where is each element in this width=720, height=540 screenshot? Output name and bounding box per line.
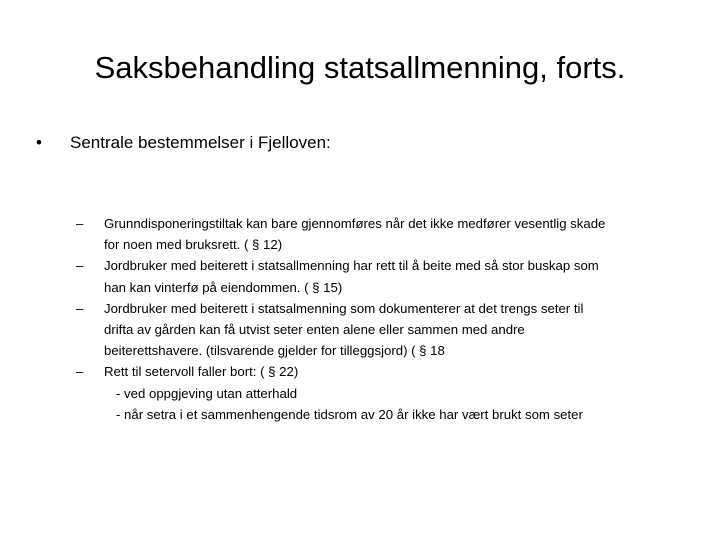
sub-item bbox=[0, 361, 720, 382]
dash-marker: – bbox=[76, 216, 84, 231]
sub-item-line: Grunndisponeringstiltak kan bare gjennomføres når det ikke medfører vesentlig skade bbox=[104, 216, 606, 231]
sub-item-list bbox=[0, 213, 720, 425]
sub-item-line: for noen med bruksrett. ( § 12) bbox=[104, 237, 283, 253]
dash-marker: – bbox=[76, 364, 84, 380]
sub-item-line: beiterettshavere. (tilsvarende gjelder for tilleggsjord) ( § 18 bbox=[104, 343, 445, 359]
sub-item bbox=[0, 298, 720, 362]
sub-item-line: Jordbruker med beiterett i statsalmenning som dokumenterer at det trengs seter til bbox=[104, 300, 584, 316]
dash-marker: – bbox=[76, 258, 84, 274]
bullet-text: Sentrale bestemmelser i Fjelloven: bbox=[70, 133, 331, 152]
sub-item-line: han kan vinterfø på eiendommen. ( § 15) bbox=[104, 279, 343, 295]
sub-item-line: Jordbruker med beiterett i statsallmenning har rett til å beite med så stor buskap som bbox=[104, 258, 599, 274]
bullet-marker: • bbox=[36, 133, 42, 152]
sub-item-line: drifta av gården kan få utvist seter enten alene eller sammen med andre bbox=[104, 322, 525, 338]
continuation-line: - når setra i et sammenhengende tidsrom av 20 år ikke har vært brukt som seter bbox=[116, 406, 583, 422]
sub-item bbox=[0, 255, 720, 297]
continuation-line: - ved oppgjeving utan atterhald bbox=[116, 385, 298, 401]
dash-marker: – bbox=[76, 300, 84, 316]
sub-item bbox=[0, 213, 720, 255]
sub-item-line: Rett til setervoll faller bort: ( § 22) bbox=[104, 364, 299, 380]
slide-title: Saksbehandling statsallmenning, forts. bbox=[94, 50, 626, 85]
